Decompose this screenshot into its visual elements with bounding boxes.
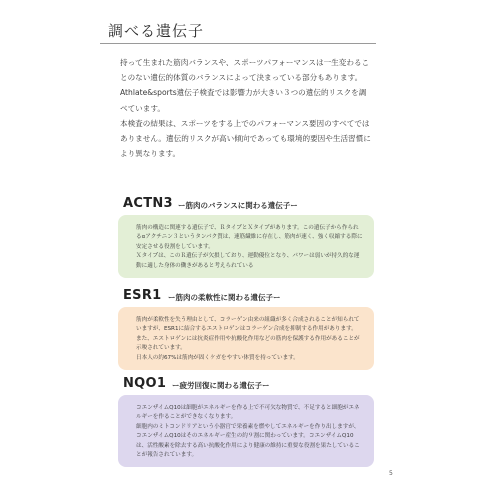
gene-header xyxy=(118,196,374,212)
gene-description-box xyxy=(118,215,374,278)
page-title: 調べる遺伝子 xyxy=(108,22,205,40)
gene-description: また、エストロゲンには抗炎症作用や抗酸化作用などの筋肉を保護する作用があることが示唆されています。 xyxy=(136,335,360,352)
gene-subtitle: ー筋肉の柔軟性に関わる遺伝子ー xyxy=(168,293,281,302)
gene-description: 日本人の約67%は筋肉が固くケガをやすい体質を持っています。 xyxy=(136,354,299,361)
gene-description: 筋肉の構造に関連する遺伝子で、ＲタイプとＸタイプがあります。この遺伝子から作られるαアクチニン３というタンパク質は、速筋繊維に存在し、筋肉が速く、強く収縮する際に安定させる役割をしています。 xyxy=(136,225,363,250)
gene-section-nqo1 xyxy=(118,376,374,467)
gene-section-actn3 xyxy=(118,196,374,278)
gene-description: 筋肉が柔軟性を失う理由として、コラーゲン由来の組織が多く合成されることが知られていますが、ESR1に結合するエストロゲンはコラーゲン合成を抑制する作用があります。 xyxy=(136,317,360,333)
gene-subtitle: ー筋肉のバランスに関わる遺伝子ー xyxy=(178,201,298,210)
gene-description-box xyxy=(118,395,374,467)
page-number: 5 xyxy=(389,470,393,477)
intro-text xyxy=(120,55,372,161)
title-divider xyxy=(100,43,376,44)
intro-paragraph: 持って生まれた筋肉バランスや、スポーツパフォーマンスは一生変わることのない遺伝的体質のバランスによって決まっている部分もあります。 xyxy=(120,58,370,83)
gene-header xyxy=(118,288,374,304)
gene-header xyxy=(118,376,374,392)
intro-paragraph: 本検査の結果は、スポーツをする上でのパフォーマンス要因のすべてではありません。遺伝的リスクが高い傾向であっても環境的要因や生活習慣により異なります。 xyxy=(120,118,371,159)
gene-name: NQO1 xyxy=(123,376,167,391)
gene-name: ESR1 xyxy=(123,288,162,303)
intro-paragraph: Athlate&sports遺伝子検査では影響力が大きい３つの遺伝的リスクを調べています。 xyxy=(120,88,367,113)
gene-description-box xyxy=(118,307,374,370)
gene-description: Ｘタイプは、このＲ遺伝子が欠損しており、運動優位となり、パワーは弱いが持久的な運動に適した身体の働きがあると考えられている xyxy=(136,253,360,269)
gene-description: 細胞内のミトコンドリアという小器官で栄養素を燃やしてエネルギーを作り出しますが、コエンザイムQ10はそのエネルギー産生の約９割に関わっています。コエンザイムQ10は、活性酸素を除去する高い抗酸化作用により健康の維持に重要な役割を果たしていることが報告されています。 xyxy=(136,423,360,459)
gene-name: ACTN3 xyxy=(123,196,173,211)
gene-section-esr1 xyxy=(118,288,374,370)
gene-subtitle: ー疲労回復に関わる遺伝子ー xyxy=(172,381,270,390)
gene-description: コエンザイムQ10は細胞がエネルギーを作る上で不可欠な物質で、不足すると細胞がエネルギーを作ることができなくなります。 xyxy=(136,405,360,421)
